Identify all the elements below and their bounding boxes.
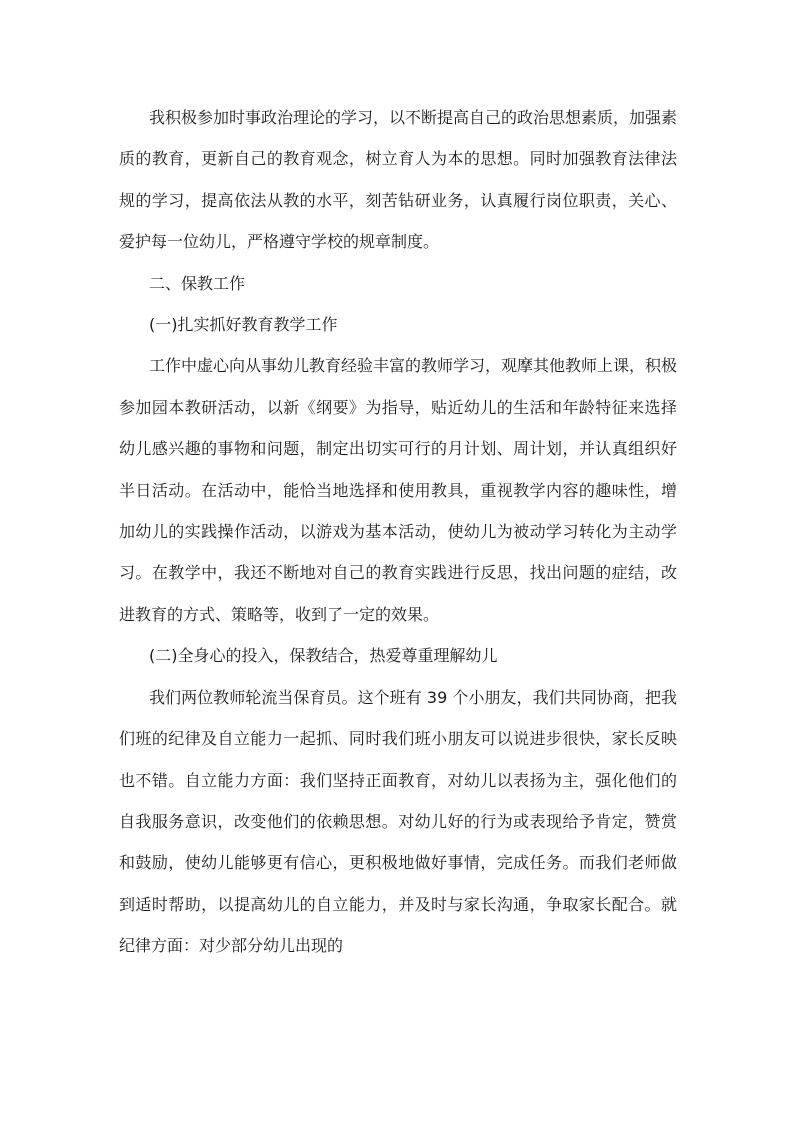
paragraph-teaching-work: 工作中虚心向从事幼儿教育经验丰富的教师学习，观摩其他教师上课，积极参加园本教研活动，以新《纲要》为指导，贴近幼儿的生活和年龄特征来选择幼儿感兴趣的事物和问题，制定出切实可行的月计划、周计划，并认真组织好半日活动。在活动中，能恰当地选择和使用教具，重视教学内容的趣味性，增加幼儿的实践操作活动，以游戏为基本活动，使幼儿为被动学习转化为主动学习。在教学中，我还不断地对自己的教育实践进行反思，找出问题的症结，改进教育的方式、策略等，收到了一定的效果。 — [119, 356, 678, 624]
paragraph-political-study: 我积极参加时事政治理论的学习，以不断提高自己的政治思想素质，加强素质的教育，更新自己的教育观念，树立育人为本的思想。同时加强教育法律法规的学习，提高依法从教的水平，刻苦钻研业务，认真履行岗位职责，关心、爱护每一位幼儿，严格遵守学校的规章制度。 — [119, 108, 678, 252]
paragraph-care-integration: 我们两位教师轮流当保育员。这个班有 39 个小朋友，我们共同协商，把我们班的纪律及自立能力一起抓、同时我们班小朋友可以说进步很快，家长反映也不错。自立能力方面：我们坚持正面教育，对幼儿以表扬为主，强化他们的自我服务意识，改变他们的依赖思想。对幼儿好的行为或表现给予肯定，赞赏和鼓励，使幼儿能够更有信心，更积极地做好事情，完成任务。而我们老师做到适时帮助，以提高幼儿的自立能力，并及时与家长沟通，争取家长配合。就纪律方面：对少部分幼儿出现的 — [119, 687, 677, 956]
subheading-teaching-work: (一)扎实抓好教育教学工作 — [149, 315, 338, 335]
subheading-care-integration: (二)全身心的投入，保教结合，热爱尊重理解幼儿 — [149, 646, 498, 666]
heading-care-education-work: 二、保教工作 — [149, 273, 246, 293]
document-body — [119, 97, 677, 967]
